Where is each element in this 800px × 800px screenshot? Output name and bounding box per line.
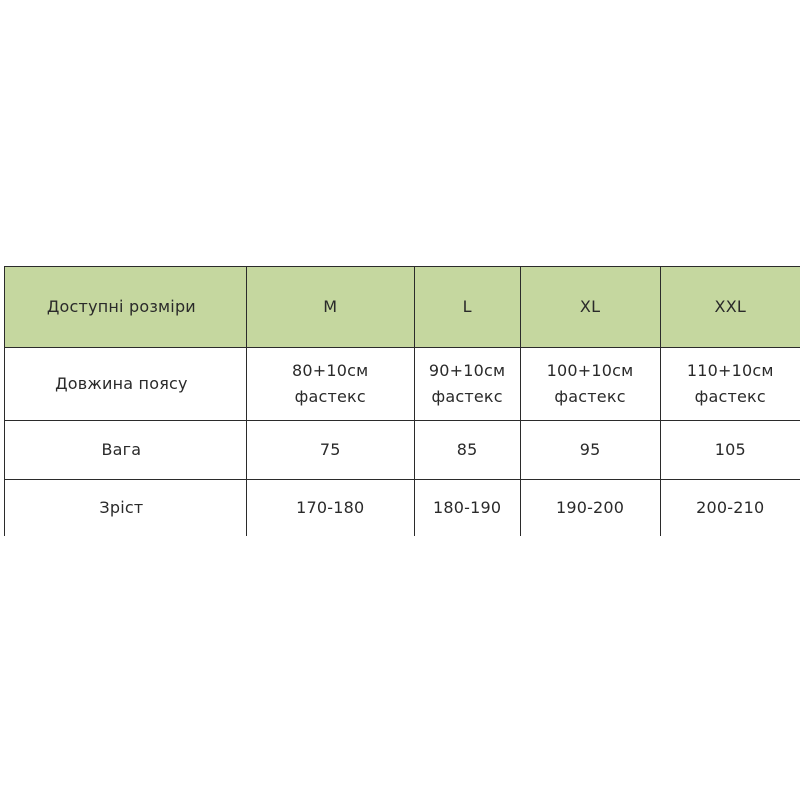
- header-row: [5, 267, 800, 348]
- weight-cell-m: 75: [246, 421, 414, 480]
- table-row-height: [5, 480, 800, 537]
- waist-length-cell-xxl: [660, 348, 800, 421]
- height-cell-m: 170-180: [246, 480, 414, 537]
- waist-length-value: 90+10см: [428, 361, 506, 380]
- row-label-waist-length: Довжина поясу: [5, 348, 247, 421]
- waist-length-value: 80+10см: [292, 361, 369, 380]
- row-label-weight: Вага: [5, 421, 247, 480]
- waist-length-value: 100+10см: [546, 361, 634, 380]
- buckle-type: фастекс: [294, 387, 366, 406]
- waist-length-cell-xl: [520, 348, 660, 421]
- size-header-xl: XL: [520, 267, 660, 348]
- header-label-cell: Доступні розміри: [5, 267, 247, 348]
- table-row-weight: [5, 421, 800, 480]
- buckle-type: фастекс: [431, 387, 503, 406]
- buckle-type: фастекс: [694, 387, 766, 406]
- weight-cell-xl: 95: [520, 421, 660, 480]
- buckle-type: фастекс: [554, 387, 626, 406]
- weight-cell-xxl: 105: [660, 421, 800, 480]
- waist-length-cell-m: [246, 348, 414, 421]
- row-label-height: Зріст: [5, 480, 247, 537]
- waist-length-value: 110+10см: [686, 361, 774, 380]
- table-row-waist-length: [5, 348, 800, 421]
- size-header-m: M: [246, 267, 414, 348]
- height-cell-l: 180-190: [414, 480, 520, 537]
- size-chart-table: [4, 266, 800, 536]
- waist-length-cell-l: [414, 348, 520, 421]
- size-header-l: L: [414, 267, 520, 348]
- height-cell-xl: 190-200: [520, 480, 660, 537]
- size-header-xxl: XXL: [660, 267, 800, 348]
- height-cell-xxl: 200-210: [660, 480, 800, 537]
- weight-cell-l: 85: [414, 421, 520, 480]
